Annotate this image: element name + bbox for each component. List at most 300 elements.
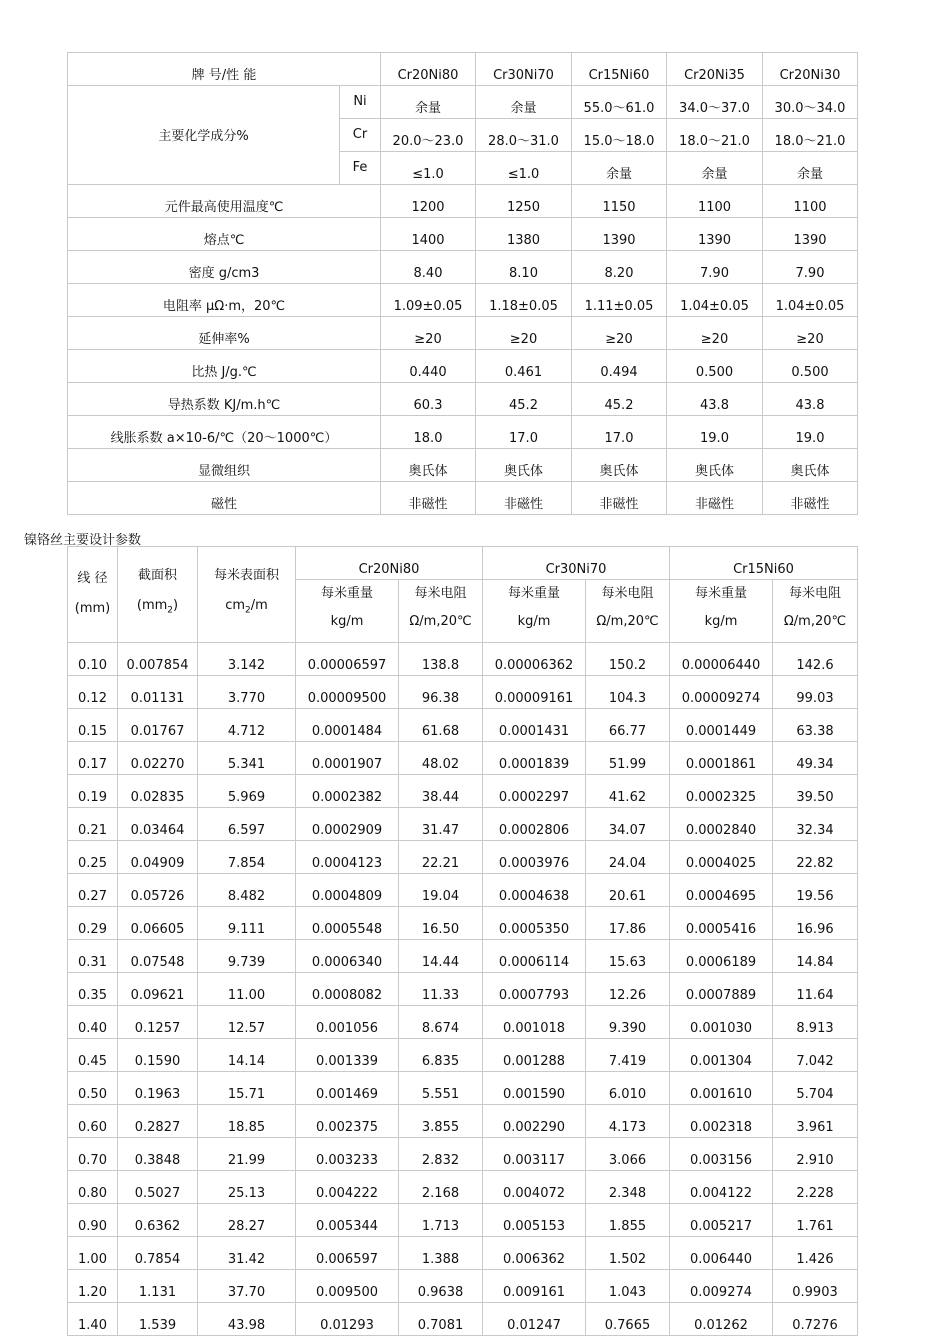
table-cell: 8.913: [773, 1006, 858, 1039]
table-cell: 1.502: [586, 1237, 670, 1270]
table-cell: 0.006440: [670, 1237, 773, 1270]
table-row: [68, 907, 858, 940]
table-cell: 1.539: [118, 1303, 198, 1336]
table-cell: 0.0006114: [483, 940, 586, 973]
table-cell: 16.50: [399, 907, 483, 940]
property-label: 线胀系数 a×10-6/℃（20～1000℃）: [68, 416, 381, 449]
table-cell: 1.426: [773, 1237, 858, 1270]
table-cell: 0.001610: [670, 1072, 773, 1105]
table-cell: 39.50: [773, 775, 858, 808]
property-value: 60.3: [381, 383, 476, 416]
table-cell: 31.47: [399, 808, 483, 841]
table-cell: 0.07548: [118, 940, 198, 973]
table-cell: 0.0004123: [296, 841, 399, 874]
table-cell: 0.0002909: [296, 808, 399, 841]
table-cell: 0.001056: [296, 1006, 399, 1039]
property-row: [68, 350, 858, 383]
table-cell: 0.0002325: [670, 775, 773, 808]
table-cell: 0.0008082: [296, 973, 399, 1006]
table-cell: 0.04909: [118, 841, 198, 874]
composition-value: ≤1.0: [381, 152, 476, 185]
design-parameter-table: [67, 546, 858, 1336]
weight-per-meter-header: 每米重量 kg/m: [296, 580, 399, 643]
property-value: 奥氏体: [763, 449, 858, 482]
table-cell: 6.010: [586, 1072, 670, 1105]
table-cell: 6.835: [399, 1039, 483, 1072]
resistance-per-meter-header: 每米电阻 Ω/m,20℃: [586, 580, 670, 643]
property-value: ≥20: [381, 317, 476, 350]
property-value: 奥氏体: [572, 449, 667, 482]
table-cell: 0.12: [68, 676, 118, 709]
table-cell: 0.0004025: [670, 841, 773, 874]
table-row: [68, 1237, 858, 1270]
table-cell: 0.001288: [483, 1039, 586, 1072]
composition-value: 余量: [572, 152, 667, 185]
table-cell: 0.70: [68, 1138, 118, 1171]
property-value: 非磁性: [476, 482, 572, 515]
property-value: 奥氏体: [476, 449, 572, 482]
table-row: [68, 1039, 858, 1072]
table-cell: 43.98: [198, 1303, 296, 1336]
property-value: 0.461: [476, 350, 572, 383]
property-value: 非磁性: [667, 482, 763, 515]
property-label: 电阻率 μΩ·m，20℃: [68, 284, 381, 317]
table-cell: 0.009500: [296, 1270, 399, 1303]
table-cell: 0.01247: [483, 1303, 586, 1336]
property-value: 0.500: [763, 350, 858, 383]
table-cell: 0.90: [68, 1204, 118, 1237]
table-cell: 1.00: [68, 1237, 118, 1270]
table-cell: 22.21: [399, 841, 483, 874]
table-cell: 38.44: [399, 775, 483, 808]
property-value: 0.494: [572, 350, 667, 383]
area-header: 截面积 $(mm_2)$: [118, 547, 198, 643]
grade-header-cell: Cr20Ni80: [381, 53, 476, 86]
table-row: [68, 973, 858, 1006]
table-cell: 0.50: [68, 1072, 118, 1105]
grade-group-header: Cr15Ni60: [670, 547, 858, 580]
composition-value: 余量: [667, 152, 763, 185]
table-cell: 2.832: [399, 1138, 483, 1171]
table-cell: 12.26: [586, 973, 670, 1006]
property-value: 1.11±0.05: [572, 284, 667, 317]
property-label: 熔点℃: [68, 218, 381, 251]
table-cell: 2.228: [773, 1171, 858, 1204]
table-cell: 0.1590: [118, 1039, 198, 1072]
table-cell: 99.03: [773, 676, 858, 709]
grade-header-cell: Cr20Ni35: [667, 53, 763, 86]
table-cell: 0.0001431: [483, 709, 586, 742]
composition-value: 余量: [476, 86, 572, 119]
table-cell: 0.05726: [118, 874, 198, 907]
table-cell: 0.0001484: [296, 709, 399, 742]
table-cell: 0.03464: [118, 808, 198, 841]
table-cell: 11.64: [773, 973, 858, 1006]
table-cell: 49.34: [773, 742, 858, 775]
grade-group-header: Cr30Ni70: [483, 547, 670, 580]
composition-value: 18.0～21.0: [667, 119, 763, 152]
table-cell: 0.003156: [670, 1138, 773, 1171]
table-cell: 2.348: [586, 1171, 670, 1204]
property-value: 非磁性: [381, 482, 476, 515]
table-cell: 11.00: [198, 973, 296, 1006]
table-cell: 0.80: [68, 1171, 118, 1204]
table-cell: 28.27: [198, 1204, 296, 1237]
element-label: Cr: [340, 119, 381, 152]
table-cell: 0.60: [68, 1105, 118, 1138]
surface-header: 每米表面积 $cm_2/m$: [198, 547, 296, 643]
property-value: 1200: [381, 185, 476, 218]
table-cell: 0.01293: [296, 1303, 399, 1336]
property-value: 8.10: [476, 251, 572, 284]
diameter-header: 线 径 (mm): [68, 547, 118, 643]
property-label: 密度 g/cm3: [68, 251, 381, 284]
table-cell: 0.00006597: [296, 643, 399, 676]
table-cell: 0.00006440: [670, 643, 773, 676]
table-cell: 0.09621: [118, 973, 198, 1006]
table-cell: 0.005153: [483, 1204, 586, 1237]
property-value: 17.0: [572, 416, 667, 449]
composition-value: 20.0～23.0: [381, 119, 476, 152]
table-cell: 150.2: [586, 643, 670, 676]
table-cell: 0.002318: [670, 1105, 773, 1138]
table-cell: 14.44: [399, 940, 483, 973]
table-cell: 0.7854: [118, 1237, 198, 1270]
property-value: ≥20: [667, 317, 763, 350]
table-cell: 32.34: [773, 808, 858, 841]
table-cell: 41.62: [586, 775, 670, 808]
table-cell: 1.855: [586, 1204, 670, 1237]
property-value: 7.90: [763, 251, 858, 284]
table-cell: 0.00009500: [296, 676, 399, 709]
weight-per-meter-header: 每米重量 kg/m: [483, 580, 586, 643]
table-cell: 3.066: [586, 1138, 670, 1171]
grade-header-cell: Cr15Ni60: [572, 53, 667, 86]
grade-header-cell: Cr20Ni30: [763, 53, 858, 86]
table-cell: 6.597: [198, 808, 296, 841]
design-header-row: [68, 547, 858, 580]
table-row: [68, 874, 858, 907]
table-cell: 3.770: [198, 676, 296, 709]
table-cell: 0.7081: [399, 1303, 483, 1336]
property-row: [68, 251, 858, 284]
property-value: 1250: [476, 185, 572, 218]
composition-value: 55.0～61.0: [572, 86, 667, 119]
table-cell: 0.1963: [118, 1072, 198, 1105]
resistance-per-meter-header: 每米电阻 Ω/m,20℃: [773, 580, 858, 643]
table-cell: 7.854: [198, 841, 296, 874]
property-value: 0.440: [381, 350, 476, 383]
table-row: [68, 643, 858, 676]
table-cell: 0.00009161: [483, 676, 586, 709]
composition-label: 主要化学成分%: [68, 86, 340, 185]
table-cell: 1.40: [68, 1303, 118, 1336]
property-value: ≥20: [476, 317, 572, 350]
table-cell: 0.9903: [773, 1270, 858, 1303]
table-cell: 0.001339: [296, 1039, 399, 1072]
table-cell: 0.002375: [296, 1105, 399, 1138]
property-value: ≥20: [572, 317, 667, 350]
element-label: Ni: [340, 86, 381, 119]
table-cell: 4.173: [586, 1105, 670, 1138]
table-cell: 63.38: [773, 709, 858, 742]
table-cell: 0.0002297: [483, 775, 586, 808]
table-row: [68, 940, 858, 973]
property-label: 显微组织: [68, 449, 381, 482]
table-cell: 0.0002806: [483, 808, 586, 841]
grade-header-cell: Cr30Ni70: [476, 53, 572, 86]
design-table-title: 镍铬丝主要设计参数: [24, 533, 142, 548]
table-row: [68, 676, 858, 709]
table-cell: 5.551: [399, 1072, 483, 1105]
grade-header-label: 牌 号/性 能: [68, 53, 381, 86]
table-cell: 0.004222: [296, 1171, 399, 1204]
table-cell: 20.61: [586, 874, 670, 907]
table-cell: 0.003233: [296, 1138, 399, 1171]
table-cell: 0.45: [68, 1039, 118, 1072]
property-row: [68, 284, 858, 317]
table-row: [68, 1105, 858, 1138]
property-value: ≥20: [763, 317, 858, 350]
table-cell: 0.0007793: [483, 973, 586, 1006]
property-row: [68, 482, 858, 515]
table-cell: 7.419: [586, 1039, 670, 1072]
table-cell: 0.0001907: [296, 742, 399, 775]
composition-value: 30.0～34.0: [763, 86, 858, 119]
table-cell: 0.9638: [399, 1270, 483, 1303]
table-cell: 21.99: [198, 1138, 296, 1171]
table-cell: 14.14: [198, 1039, 296, 1072]
property-value: 1150: [572, 185, 667, 218]
property-value: 非磁性: [572, 482, 667, 515]
table-cell: 19.04: [399, 874, 483, 907]
property-value: 18.0: [381, 416, 476, 449]
table-cell: 0.10: [68, 643, 118, 676]
composition-row: [68, 86, 858, 119]
table-cell: 0.02835: [118, 775, 198, 808]
table-cell: 1.388: [399, 1237, 483, 1270]
table-cell: 7.042: [773, 1039, 858, 1072]
table-cell: 0.0004809: [296, 874, 399, 907]
table-cell: 104.3: [586, 676, 670, 709]
table-cell: 0.40: [68, 1006, 118, 1039]
table-cell: 0.7665: [586, 1303, 670, 1336]
table-cell: 0.35: [68, 973, 118, 1006]
table-row: [68, 1303, 858, 1336]
property-value: 1.04±0.05: [763, 284, 858, 317]
table-cell: 5.969: [198, 775, 296, 808]
table-cell: 0.002290: [483, 1105, 586, 1138]
property-header-row: [68, 53, 858, 86]
table-cell: 48.02: [399, 742, 483, 775]
property-value: 1.18±0.05: [476, 284, 572, 317]
table-cell: 0.01767: [118, 709, 198, 742]
table-cell: 0.004072: [483, 1171, 586, 1204]
table-cell: 3.142: [198, 643, 296, 676]
property-label: 导热系数 KJ/m.h℃: [68, 383, 381, 416]
property-value: 1390: [667, 218, 763, 251]
property-value: 19.0: [667, 416, 763, 449]
table-cell: 12.57: [198, 1006, 296, 1039]
composition-value: 余量: [381, 86, 476, 119]
table-cell: 0.0001861: [670, 742, 773, 775]
table-cell: 0.001304: [670, 1039, 773, 1072]
table-cell: 11.33: [399, 973, 483, 1006]
table-cell: 0.17: [68, 742, 118, 775]
table-cell: 9.739: [198, 940, 296, 973]
property-row: [68, 185, 858, 218]
composition-value: 28.0～31.0: [476, 119, 572, 152]
element-label: Fe: [340, 152, 381, 185]
grade-group-header: Cr20Ni80: [296, 547, 483, 580]
table-cell: 0.003117: [483, 1138, 586, 1171]
table-row: [68, 775, 858, 808]
property-value: 奥氏体: [381, 449, 476, 482]
table-cell: 0.25: [68, 841, 118, 874]
alloy-property-table: [67, 52, 858, 515]
property-row: [68, 218, 858, 251]
table-cell: 15.63: [586, 940, 670, 973]
property-label: 元件最高使用温度℃: [68, 185, 381, 218]
table-cell: 0.009161: [483, 1270, 586, 1303]
table-cell: 19.56: [773, 874, 858, 907]
table-cell: 18.85: [198, 1105, 296, 1138]
table-row: [68, 1270, 858, 1303]
table-cell: 0.0006340: [296, 940, 399, 973]
table-cell: 0.006362: [483, 1237, 586, 1270]
table-cell: 1.20: [68, 1270, 118, 1303]
table-cell: 0.00006362: [483, 643, 586, 676]
table-cell: 0.02270: [118, 742, 198, 775]
property-label: 延伸率%: [68, 317, 381, 350]
property-row: [68, 416, 858, 449]
table-cell: 14.84: [773, 940, 858, 973]
table-cell: 0.0003976: [483, 841, 586, 874]
table-cell: 15.71: [198, 1072, 296, 1105]
table-cell: 0.004122: [670, 1171, 773, 1204]
table-cell: 25.13: [198, 1171, 296, 1204]
table-cell: 66.77: [586, 709, 670, 742]
table-cell: 0.21: [68, 808, 118, 841]
table-cell: 1.713: [399, 1204, 483, 1237]
table-cell: 0.0007889: [670, 973, 773, 1006]
table-cell: 34.07: [586, 808, 670, 841]
property-row: [68, 317, 858, 350]
table-cell: 17.86: [586, 907, 670, 940]
property-label: 磁性: [68, 482, 381, 515]
property-value: 8.20: [572, 251, 667, 284]
table-row: [68, 841, 858, 874]
table-cell: 0.001469: [296, 1072, 399, 1105]
table-cell: 1.131: [118, 1270, 198, 1303]
table-cell: 61.68: [399, 709, 483, 742]
table-cell: 0.001030: [670, 1006, 773, 1039]
table-cell: 24.04: [586, 841, 670, 874]
table-cell: 37.70: [198, 1270, 296, 1303]
table-cell: 138.8: [399, 643, 483, 676]
property-value: 1100: [763, 185, 858, 218]
table-cell: 0.6362: [118, 1204, 198, 1237]
table-cell: 0.0001839: [483, 742, 586, 775]
table-cell: 142.6: [773, 643, 858, 676]
property-value: 奥氏体: [667, 449, 763, 482]
table-cell: 9.390: [586, 1006, 670, 1039]
property-value: 1.04±0.05: [667, 284, 763, 317]
table-cell: 0.0002840: [670, 808, 773, 841]
table-cell: 0.0005548: [296, 907, 399, 940]
table-cell: 0.009274: [670, 1270, 773, 1303]
table-cell: 0.5027: [118, 1171, 198, 1204]
weight-per-meter-header: 每米重量 kg/m: [670, 580, 773, 643]
property-value: 1400: [381, 218, 476, 251]
table-cell: 0.005344: [296, 1204, 399, 1237]
table-cell: 0.7276: [773, 1303, 858, 1336]
property-value: 1390: [572, 218, 667, 251]
table-cell: 2.168: [399, 1171, 483, 1204]
table-row: [68, 1006, 858, 1039]
table-cell: 0.27: [68, 874, 118, 907]
table-cell: 3.855: [399, 1105, 483, 1138]
table-cell: 51.99: [586, 742, 670, 775]
table-cell: 9.111: [198, 907, 296, 940]
table-cell: 22.82: [773, 841, 858, 874]
property-value: 45.2: [476, 383, 572, 416]
property-value: 1100: [667, 185, 763, 218]
table-cell: 0.1257: [118, 1006, 198, 1039]
property-value: 17.0: [476, 416, 572, 449]
table-cell: 0.19: [68, 775, 118, 808]
table-cell: 8.674: [399, 1006, 483, 1039]
table-cell: 0.0004638: [483, 874, 586, 907]
table-cell: 0.0006189: [670, 940, 773, 973]
property-value: 1.09±0.05: [381, 284, 476, 317]
table-cell: 5.704: [773, 1072, 858, 1105]
table-cell: 0.2827: [118, 1105, 198, 1138]
table-cell: 0.005217: [670, 1204, 773, 1237]
table-cell: 3.961: [773, 1105, 858, 1138]
composition-value: 18.0～21.0: [763, 119, 858, 152]
property-value: 43.8: [763, 383, 858, 416]
table-row: [68, 808, 858, 841]
property-value: 43.8: [667, 383, 763, 416]
table-cell: 0.29: [68, 907, 118, 940]
table-row: [68, 742, 858, 775]
table-cell: 0.00009274: [670, 676, 773, 709]
property-value: 0.500: [667, 350, 763, 383]
property-value: 非磁性: [763, 482, 858, 515]
table-cell: 0.31: [68, 940, 118, 973]
table-cell: 16.96: [773, 907, 858, 940]
table-cell: 0.0002382: [296, 775, 399, 808]
table-cell: 0.01131: [118, 676, 198, 709]
table-cell: 0.06605: [118, 907, 198, 940]
table-cell: 1.761: [773, 1204, 858, 1237]
property-value: 7.90: [667, 251, 763, 284]
table-cell: 0.0005416: [670, 907, 773, 940]
table-row: [68, 1138, 858, 1171]
composition-value: ≤1.0: [476, 152, 572, 185]
property-value: 19.0: [763, 416, 858, 449]
composition-value: 15.0～18.0: [572, 119, 667, 152]
table-row: [68, 1204, 858, 1237]
table-cell: 0.15: [68, 709, 118, 742]
table-cell: 8.482: [198, 874, 296, 907]
table-cell: 5.341: [198, 742, 296, 775]
table-cell: 31.42: [198, 1237, 296, 1270]
property-value: 1390: [763, 218, 858, 251]
property-value: 8.40: [381, 251, 476, 284]
table-row: [68, 709, 858, 742]
